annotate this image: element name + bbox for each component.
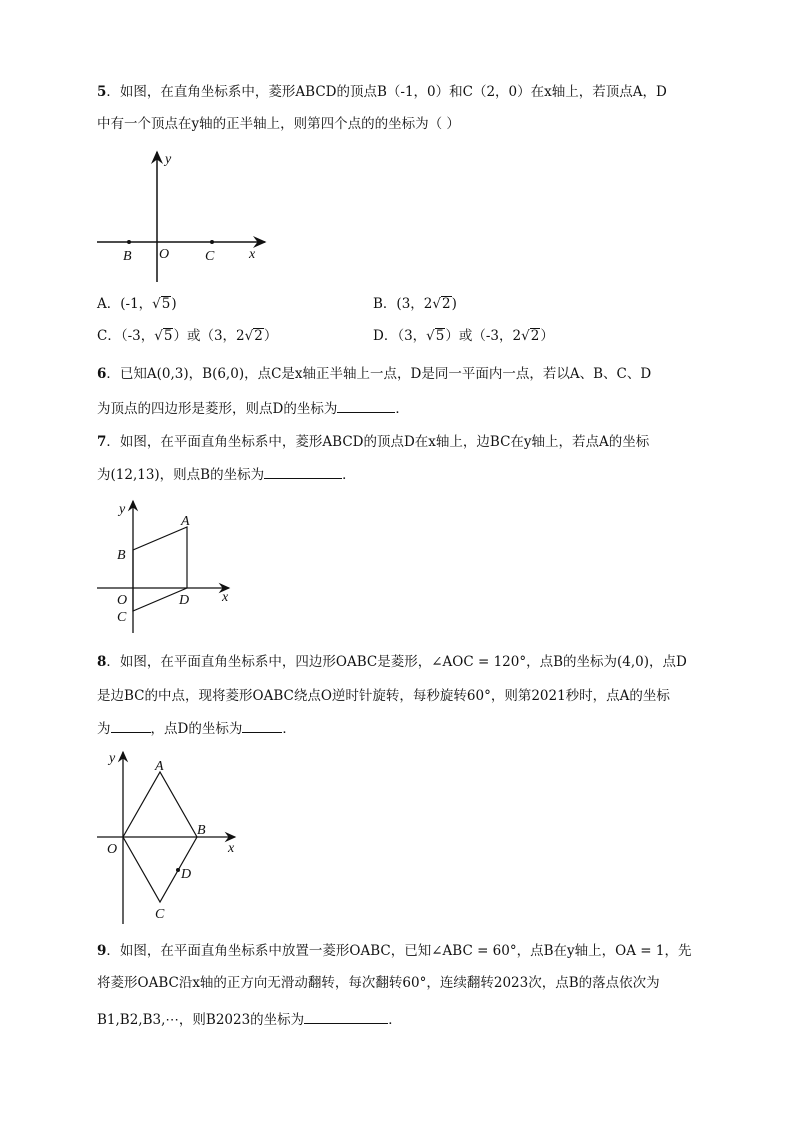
q7-line1 [97,432,649,452]
q8-text1: ．如图，在平面直角坐标系中，四边形OABC是菱形，∠AOC = 120°，点B的坐标为(4,0)，点D [106,654,687,670]
q9-answer-blank[interactable] [304,1009,388,1024]
q6-line2: 为顶点的四边形是菱形，则点D的坐标为 ． [97,398,409,419]
q9-line2: 将菱形OABC沿x轴的正方向无滑动翻转，每次翻转60°，连续翻转2023次，点B的落点依次为 [97,975,660,991]
q8-answer-blank-d[interactable] [242,718,282,733]
q6-number: 6 [97,366,107,382]
q8-line1 [97,652,687,672]
q7-label-b: B [117,548,126,563]
q5-label-o: O [159,247,170,262]
q7-label-d: D [179,593,190,608]
q5-figure [95,148,270,288]
q8-label-b: B [197,823,206,838]
q5-choice-d: D．（3，√5）或（-3，2√2） [373,328,554,344]
q8-line2: 是边BC的中点，现将菱形OABC绕点O逆时针旋转，每秒旋转60°，则第2021秒时，点A的坐标 [97,688,670,704]
q5-label-c: C [205,249,215,264]
q7-line2: 为(12,13)，则点B的坐标为 ． [97,464,356,485]
q6-answer-blank[interactable] [337,398,395,413]
q5-point-c [210,240,214,244]
q8-figure [95,748,245,928]
q7-number: 7 [97,434,107,450]
q9-number: 9 [97,943,107,959]
q5-label-y: y [165,152,172,167]
q5-number: 5 [97,84,107,100]
q7-label-a: A [181,514,190,529]
q8-label-c: C [155,907,165,922]
q8-point-d [176,868,180,872]
q9-line3: B1,B2,B3,⋯，则B2023的坐标为 ． [97,1009,402,1030]
q5-label-x: x [249,247,256,262]
q5-line2: 中有一个顶点在y轴的正半轴上，则第四个点的的坐标为（ ） [97,116,460,132]
q7-label-o: O [117,593,128,608]
q7-figure [95,497,240,637]
q7-label-y: y [119,502,126,517]
q8-number: 8 [97,654,107,670]
q8-label-a: A [155,759,164,774]
q8-line3: 为 ，点D的坐标为 ． [97,718,296,739]
q9-line1 [97,941,691,961]
q7-answer-blank[interactable] [264,464,342,479]
q7-label-x: x [222,590,229,605]
q8-label-d: D [181,867,192,882]
q5-choice-c: C．（-3，√5）或（3，2√2） [97,328,278,344]
q5-line1 [97,82,667,102]
q8-label-x: x [228,841,235,856]
q9-text1: ．如图，在平面直角坐标系中放置一菱形OABC，已知∠ABC = 60°，点B在y轴上，OA = 1，先 [106,943,692,959]
q5-point-b [127,240,131,244]
q8-label-y: y [109,751,116,766]
q5-text1: ．如图，在直角坐标系中，菱形ABCD的顶点B（-1，0）和C（2，0）在x轴上，若顶点A，D [106,84,667,100]
q5-label-b: B [123,249,132,264]
q8-answer-blank-a[interactable] [111,718,151,733]
q5-choice-a: A．(-1，√5) [97,296,177,312]
q7-label-c: C [117,610,127,625]
q6-line1 [97,364,651,384]
q6-text1: ．已知A(0,3)，B(6,0)，点C是x轴正半轴上一点，D是同一平面内一点，若以A、B、C、D [106,366,652,382]
q8-label-o: O [107,842,118,857]
q7-text1: ．如图，在平面直角坐标系中，菱形ABCD的顶点D在x轴上，边BC在y轴上，若点A的坐标 [106,434,650,450]
q5-choice-b: B．(3，2√2) [373,296,457,312]
